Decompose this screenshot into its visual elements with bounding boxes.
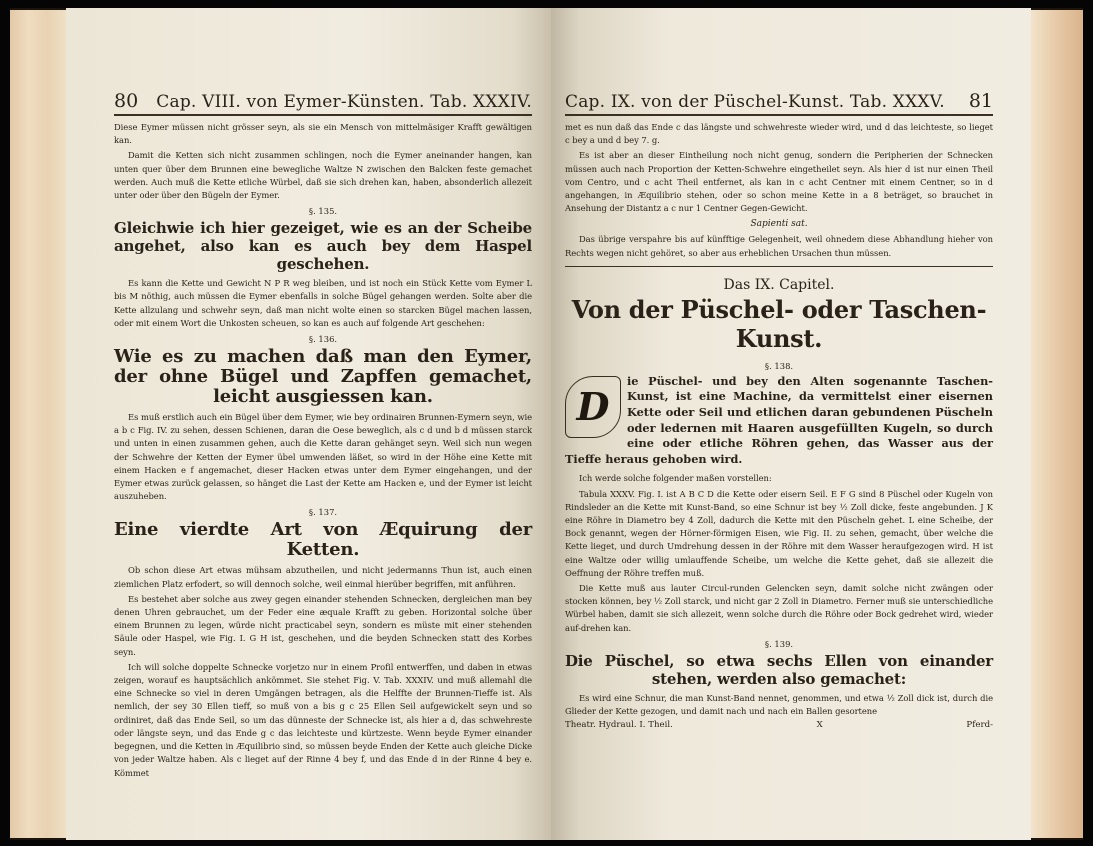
paragraph: Es wird eine Schnur, die man Kunst-Band nennet, genommen, und etwa ½ Zoll dick ist, durch die Glieder der Kette gezogen, und damit nach und nach ein Ballen gesortene: [565, 692, 993, 717]
left-page: [66, 8, 551, 840]
divider: [565, 266, 993, 267]
page-number-left: 80: [114, 90, 139, 112]
sapienti-sat: Sapienti sat.: [750, 219, 808, 230]
paragraph: Tabula XXXV. Fig. I. ist A B C D die Kette oder eisern Seil. E F G sind 8 Püschel oder Kugeln von Rindsleder an die Kette mit Kunst-Band, so eine Schnur ist bey ½ Zoll dicke, feste angebunden. J K eine Röhre in Diametro bey 4 Zoll, dadurch die Kette mit den Püscheln gehet. L eine Scheibe, der Bock genannt, wegen der Hörner-förmigen Eisen, wie Fig. II. zu sehen, gemacht, über welche die Kette lieget, und durch Umdrehung dessen in der Röhre mit dem Wasser heraufgezogen wird. H ist eine Waltze oder willig umlauffende Scheibe, um welche die Kette gehet, daß sie allezeit die Oeffnung der Röhre treffen muß.: [565, 488, 993, 578]
section-number: §. 137.: [308, 507, 338, 518]
paragraph: Die Kette muß aus lauter Circul-runden Gelencken seyn, damit solche nicht zwängen oder stocken können, bey ½ Zoll starck, und nicht gar 2 Zoll in Diametro. Ferner muß sie unterschiedliche Würbel haben, damit sie sich allezeit, wenn solche durch die Röhre oder Bock gedrehet wird, wieder auf-drehen kan.: [565, 583, 993, 633]
section-heading: Eine vierdte Art von Æquirung der Ketten.: [114, 519, 532, 561]
section-heading: Die Püschel, so etwa sechs Ellen von einander stehen, werden also gemachet:: [565, 651, 993, 688]
page-number-right: 81: [968, 90, 993, 112]
footer-title: Theatr. Hydraul. I. Theil.: [565, 720, 673, 731]
paragraph: Es kann die Kette und Gewicht N P R weg bleiben, und ist noch ein Stück Kette vom Eymer L bis M nöthig, auch müssen die Eymer ebenfalls in solche Bügel gehangen werden. Solte aber die Kette allzulang und schwehr seyn, daß man nicht wolte einen so starcken Bügel machen lassen, oder mit einem Wort die Unkosten scheuen, so kan es auch auf folgende Art geschehen:: [114, 278, 532, 328]
paragraph: Ich werde solche folgender maßen vorstellen:: [579, 473, 772, 484]
paragraph: Es ist aber an dieser Eintheilung noch nicht genug, sondern die Peripherien der Schnecken müssen auch nach Proportion der Ketten-Schwehre eingetheilet seyn. Als hier d ist nur einen Theil vom Centro, und c acht Theil entfernet, als kan in c acht Centner mit einem Centner, so in d angehangen, in Æquilibrio stehen, oder so schon meine Kette in a 8 beträget, so brauchet in Ansehung der Distantz a c nur 1 Centner Gegen-Gewicht.: [565, 150, 993, 214]
decorated-initial: D: [565, 376, 621, 438]
paragraph: Ich will solche doppelte Schnecke vorjetzo nur in einem Profil entwerffen, und daben in etwas zeigen, worauf es hauptsächlich ankömmet. Sie stehet Fig. V. Tab. XXXIV. und muß allemahl die eine Schnecke so viel in deren Umgängen betragen, als die Helffte der Brunnen-Tieffe ist. Als nemlich, der sey 30 Ellen tieff, so muß von a bis g c 25 Ellen Seil aufgewickelt seyn und so ordiniret, daß das Ende Seil, so um das dünneste der Schnecke ist, als hier a d, das schwehreste oder längste seyn, und das Ende g c das leichteste und kürtzeste. Wenn beyde Eymer einander begegnen, und die Ketten in Æquilibrio sind, so müssen beyde Enden der Kette auch gleiche Dicke von jeder Waltze haben. Als c lieget auf der Rinne 4 bey f, und das Ende d in der Rinne 4 bey e. Kömmet: [114, 661, 532, 778]
paragraph: met es nun daß das Ende c das längste und schwehreste wieder wird, und d das leichteste, so lieget c bey a und d bey 7. g.: [565, 122, 993, 146]
right-header: [565, 90, 993, 116]
paragraph: Diese Eymer müssen nicht grösser seyn, als sie ein Mensch von mittelmäsiger Krafft gewältigen kan.: [114, 122, 532, 146]
intro-paragraph: ie Püschel- und bey den Alten sogenannte Taschen-Kunst, ist eine Machine, da vermittelst einer eisernen Kette oder Seil und etlichen daran gebundenen Püscheln oder ledernen mit Haaren ausgefüllten Kugeln, so durch eine oder etliche Röhren gehen, das Wasser aus der Tieffe heraus gehoben wird.: [565, 373, 993, 466]
section-number: §. 135.: [308, 206, 338, 217]
section-heading: Wie es zu machen daß man den Eymer, der ohne Bügel und Zapffen gemachet, leicht ausgiessen kan.: [114, 346, 532, 408]
page-footer: [565, 720, 993, 730]
footer-catchword: Pferd-: [966, 720, 993, 731]
right-page: [551, 8, 1031, 840]
footer-signature: X: [816, 720, 823, 731]
paragraph: Damit die Ketten sich nicht zusammen schlingen, noch die Eymer aneinander hangen, kan unten quer über dem Brunnen eine bewegliche Waltze N zwischen den Balcken feste gemachet werden. Auch muß die Kette etliche Würbel, daß sie sich drehen kan, haben, absonderlich allezeit unter oder über den Bügeln der Eymer.: [114, 150, 532, 201]
paragraph: Das übrige verspahre bis auf künfftige Gelegenheit, weil ohnedem diese Abhandlung hieher von Rechts wegen nicht gehöret, so aber aus erheblichen Ursachen thun müssen.: [565, 234, 993, 258]
paragraph: Es muß erstlich auch ein Bügel über dem Eymer, wie bey ordinairen Brunnen-Eymern seyn, wie a b c Fig. IV. zu sehen, dessen Schienen, daran die Oese beweglich, als c d und b d müssen starck und unten in einen zusammen gehen, auch die Kette daran gehänget seyn. Weil sich nun wegen der Schwehre der Ketten der Eymer übel umwenden läßet, so wird in der Höhe eine Kette mit einem Hacken e f angemachet, dieser Hacken etwas unter dem Eymer eingehangen, und der Eymer etwas zurück gelassen, so hänget die Last der Kette am Hacken e, und der Eymer ist leicht auszuheben.: [114, 412, 532, 502]
section-number: §. 138.: [764, 360, 794, 371]
open-book: [10, 8, 1083, 840]
left-page-edges: [10, 10, 72, 838]
running-title-left: Cap. VIII. von Eymer-Künsten. Tab. XXXIV.: [156, 92, 532, 112]
chapter-title: Von der Püschel- oder Taschen-Kunst.: [571, 294, 987, 353]
section-heading: Gleichwie ich hier gezeiget, wie es an der Scheibe angehet, also kan es auch bey dem Haspel geschehen.: [114, 219, 532, 274]
right-page-edges: [1031, 10, 1083, 838]
intro-block: [565, 374, 993, 468]
section-number: §. 136.: [308, 334, 338, 345]
paragraph: Es bestehet aber solche aus zwey gegen einander stehenden Schnecken, dergleichen man bey denen Uhren gebrauchet, um der Feder eine æquale Krafft zu geben. Horizontal solche über einem Brunnen zu legen, würde nicht practicabel seyn, sondern es müste mit einer stehenden Säule oder Haspel, wie Fig. I. G H ist, geschehen, und die beyden Schnecken statt des Korbes seyn.: [114, 593, 532, 657]
section-number: §. 139.: [764, 638, 794, 649]
running-title-right: Cap. IX. von der Püschel-Kunst. Tab. XXXV.: [565, 92, 945, 112]
left-header: [114, 90, 532, 116]
chapter-label: Das IX. Capitel.: [723, 276, 835, 293]
paragraph: Ob schon diese Art etwas mühsam abzutheilen, und nicht jedermanns Thun ist, auch einen ziemlichen Platz erfodert, so will dennoch solche, weil einmal hierüber begriffen, mit anführen.: [114, 565, 532, 589]
